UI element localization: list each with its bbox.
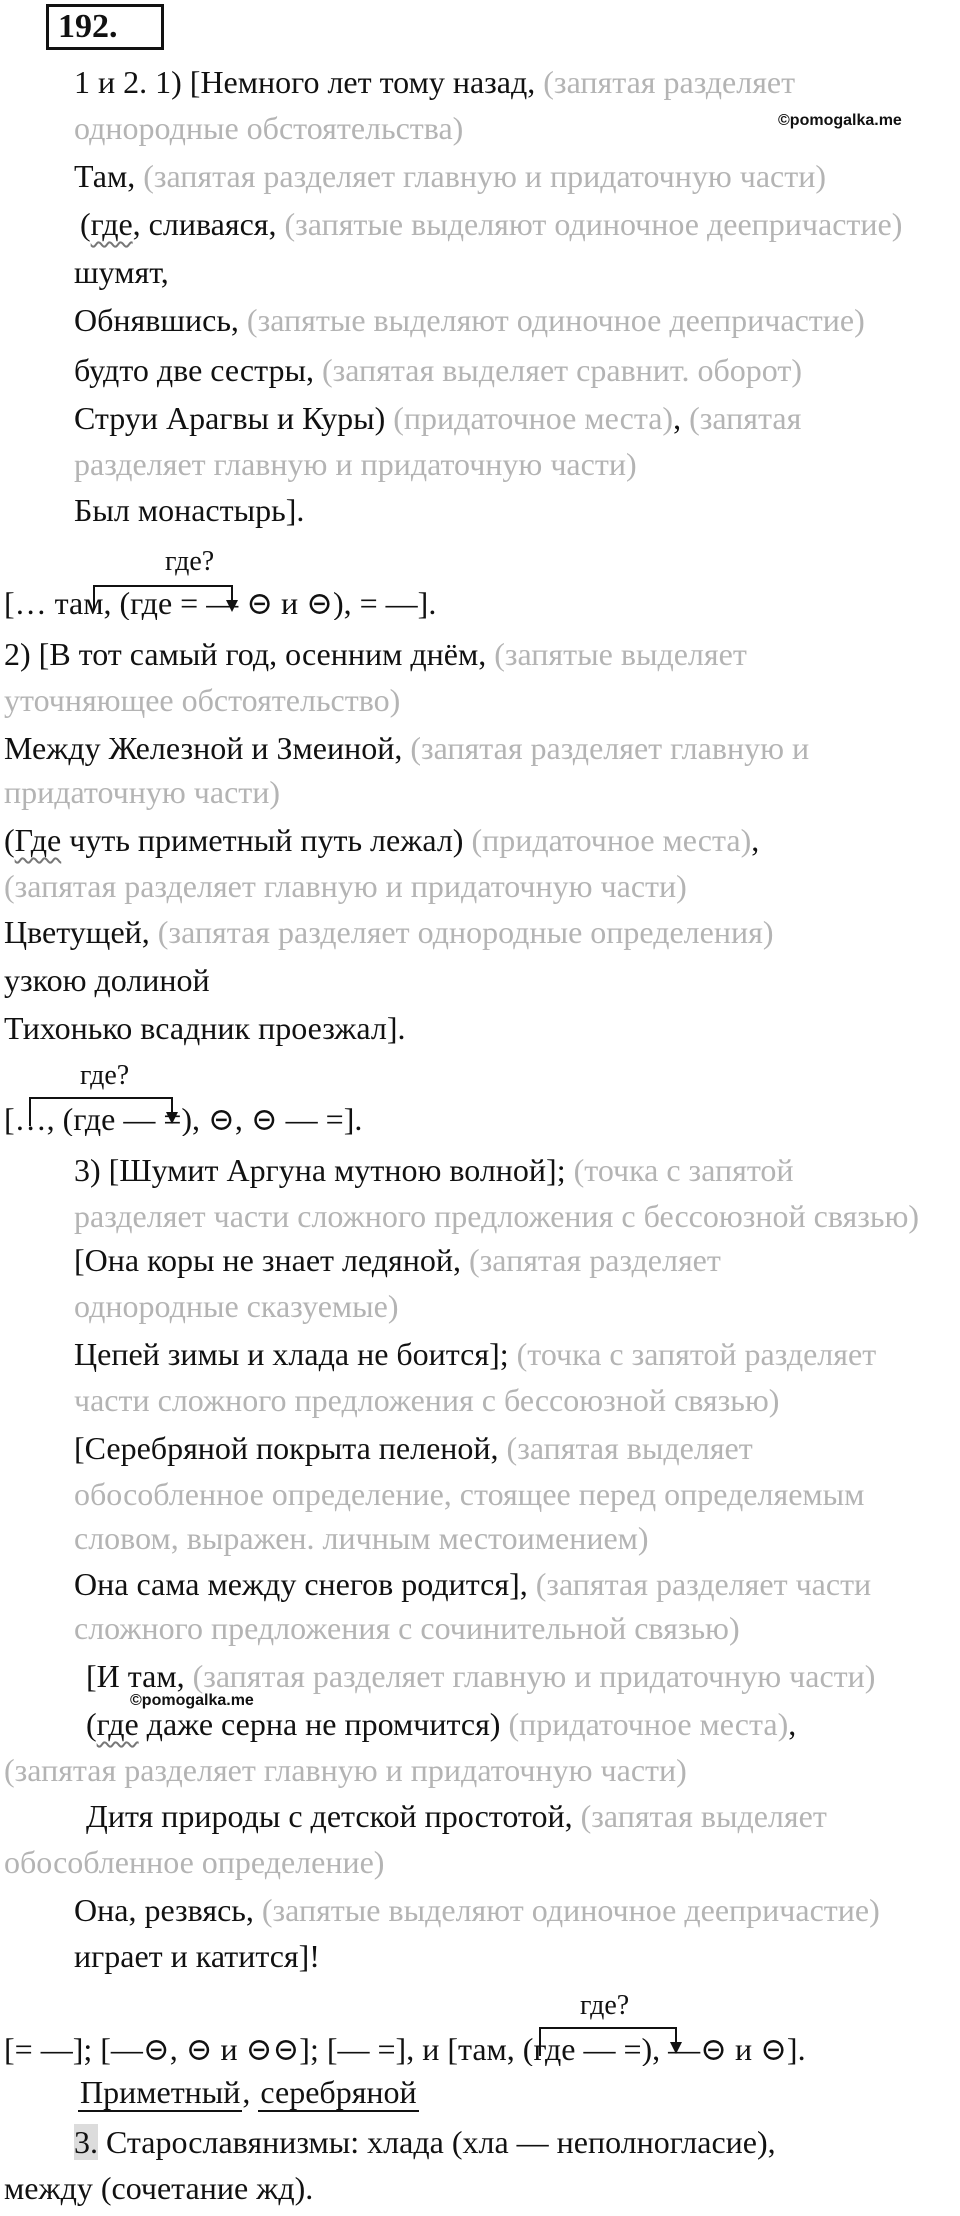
line-09: разделяет главную и придаточную части)	[74, 446, 637, 482]
scheme-3	[0, 1986, 940, 2066]
line-16: (Где чуть приметный путь лежал) (придаточное места),	[4, 822, 760, 858]
line-06: Обнявшись, (запятые выделяют одиночное деепричастие)	[74, 302, 865, 338]
line-18: Цветущей, (запятая разделяет однородные определения)	[4, 914, 774, 950]
line-37: обособленное определение)	[4, 1844, 385, 1880]
line-33: [И там, (запятая разделяет главную и придаточную части)	[86, 1658, 876, 1694]
line-14: Между Железной и Змеиной, (запятая разделяет главную и	[4, 730, 810, 766]
line-13: уточняющее обстоятельство)	[4, 682, 401, 718]
morpheme-word-1: Приметный	[80, 2074, 241, 2110]
line-43: между (сочетание жд).	[4, 2170, 314, 2206]
watermark-2: ©pomogalka.me	[130, 1692, 254, 1709]
task-number: 192.	[58, 8, 118, 45]
line-35: (запятая разделяет главную и придаточную части)	[4, 1752, 687, 1788]
line-04: (где, сливаяся, (запятые выделяют одиночное деепричастие)	[80, 206, 903, 242]
line-10: Был монастырь].	[74, 492, 305, 528]
line-05: шумят,	[74, 254, 169, 290]
line-34: (где даже серна не промчится) (придаточное места),	[86, 1706, 797, 1742]
scheme-1-question: где?	[165, 546, 215, 577]
line-03: Там, (запятая разделяет главную и придаточную части)	[74, 158, 827, 194]
scheme-3-text: [= —]; [—⊝, ⊝ и ⊝⊝]; [— =], и [там, (где — =), —⊝ и ⊝].	[4, 2031, 806, 2066]
line-02: однородные обстоятельства)	[74, 110, 464, 146]
scheme-2-text: […, (где — =), ⊝, ⊝ — =].	[4, 1101, 363, 1136]
item-number-3: 3.	[74, 2124, 98, 2160]
line-26: Цепей зимы и хлада не боится]; (точка с запятой разделяет	[74, 1336, 877, 1372]
line-20: Тихонько всадник проезжал].	[4, 1010, 406, 1046]
line-22: 3) [Шумит Аргуна мутною волной]; (точка с запятой	[74, 1152, 794, 1188]
line-41: Приметный, серебряной	[80, 2074, 417, 2110]
line-42: 3. Старославянизмы: хлада (хла — неполногласие),	[74, 2124, 776, 2160]
line-27: части сложного предложения с бессоюзной связью)	[74, 1382, 780, 1418]
scheme-2-question: где?	[80, 1060, 130, 1091]
line-07: будто две сестры, (запятая выделяет сравнит. оборот)	[74, 352, 802, 388]
scheme-3-question: где?	[580, 1990, 630, 2021]
morpheme-word-2: серебряной	[260, 2074, 417, 2110]
line-01: 1 и 2. 1) [Немного лет тому назад, (запятая разделяет	[74, 64, 796, 100]
line-32: сложного предложения с сочинительной связью)	[74, 1610, 740, 1646]
line-24: [Она коры не знает ледяной, (запятая разделяет	[74, 1242, 721, 1278]
line-30: словом, выражен. личным местоимением)	[74, 1520, 649, 1556]
line-08: Струи Арагвы и Куры) (придаточное места), (запятая	[74, 400, 802, 436]
line-39: играет и катится]!	[74, 1938, 320, 1974]
scheme-1-text: [… там, (где = — ⊝ и ⊝), = —].	[4, 585, 437, 620]
line-15: придаточную части)	[4, 774, 281, 810]
line-17: (запятая разделяет главную и придаточную части)	[4, 868, 687, 904]
line-29: обособленное определение, стоящее перед определяемым	[74, 1476, 865, 1512]
line-12: 2) [В тот самый год, осенним днём, (запятые выделяет	[4, 636, 747, 672]
line-25: однородные сказуемые)	[74, 1288, 399, 1324]
scheme-2	[0, 1056, 460, 1136]
watermark: ©pomogalka.me	[778, 112, 902, 129]
line-19: узкою долиной	[4, 962, 210, 998]
line-38: Она, резвясь, (запятые выделяют одиночное деепричастие)	[74, 1892, 880, 1928]
line-23: разделяет части сложного предложения с бессоюзной связью)	[74, 1198, 920, 1234]
line-31: Она сама между снегов родится], (запятая разделяет части	[74, 1566, 872, 1602]
scheme-1	[0, 540, 560, 620]
line-28: [Серебряной покрыта пеленой, (запятая выделяет	[74, 1430, 753, 1466]
line-36: Дитя природы с детской простотой, (запятая выделяет	[86, 1798, 827, 1834]
